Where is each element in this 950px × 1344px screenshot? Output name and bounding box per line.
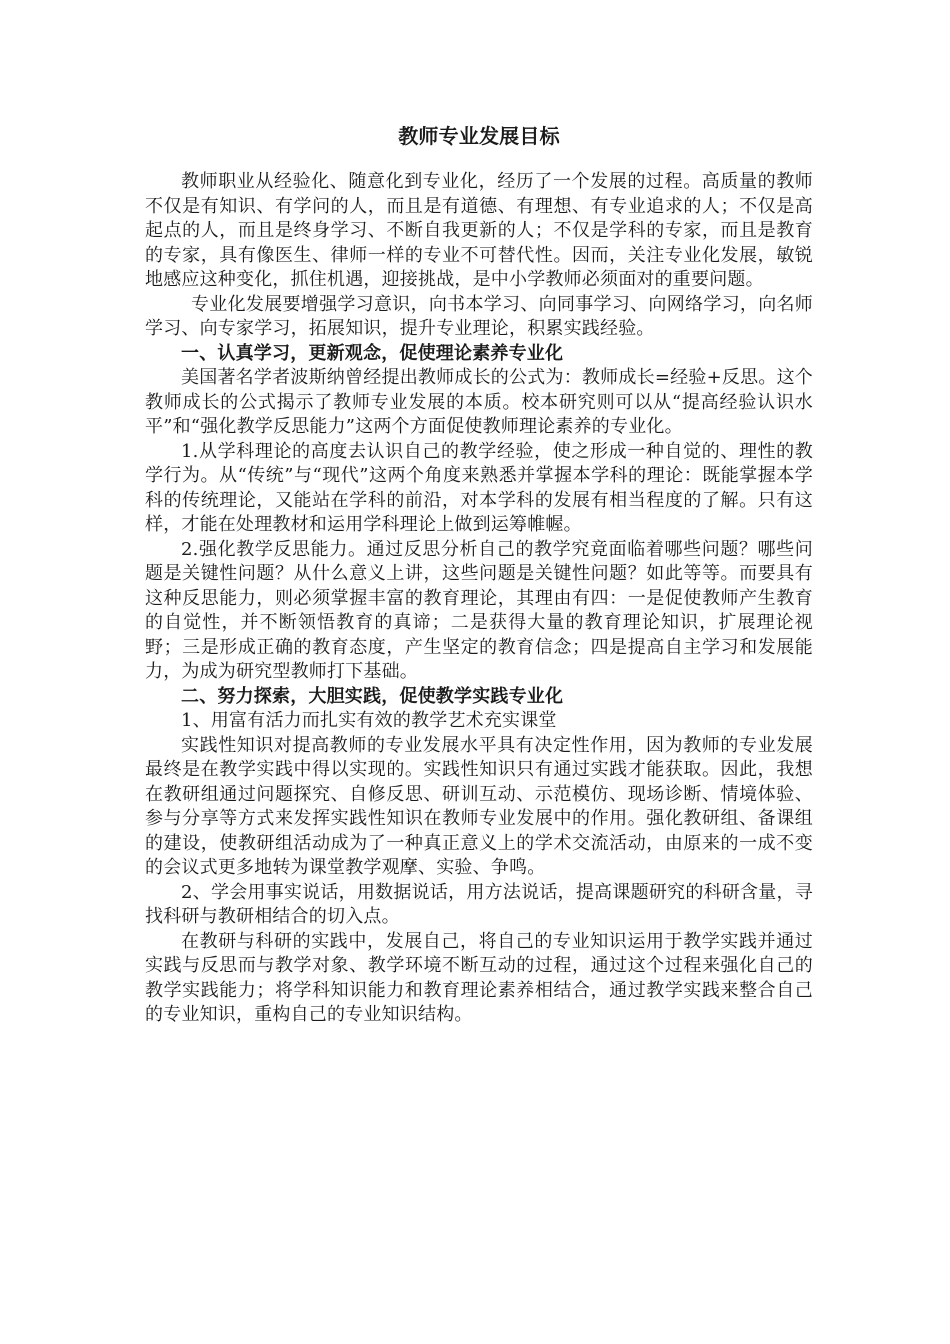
document-title: 教师专业发展目标 <box>398 124 560 148</box>
subheading-1: 1、用富有活力而扎实有效的教学艺术充实课堂 <box>181 710 557 731</box>
section-heading-2: 二、努力探索，大胆实践，促使教学实践专业化 <box>181 685 564 707</box>
paragraph-point-1: 1.从学科理论的高度去认识自己的教学经验，使之形成一种自觉的、理性的教学行为。从“传统”与“现代”这两个角度来熟悉并掌握本学科的理论：既能掌握本学科的传统理论，又能站在学科的前沿，对本学科的发展有相当程度的了解。只有这样，才能在处理教材和运用学科理论上做到运筹帷幄。 <box>145 440 813 535</box>
paragraph-point-2: 2.强化教学反思能力。通过反思分析自己的教学究竟面临着哪些问题？哪些问题是关键性问题？从什么意义上讲，这些问题是关键性问题？如此等等。而要具有这种反思能力，则必须掌握丰富的教育理论，其理由有四：一是促使教师产生教育的自觉性，并不断领悟教育的真谛；二是获得大量的教育理论知识，扩展理论视野；三是形成正确的教育态度，产生坚定的教育信念；四是提高自主学习和发展能力，为成为研究型教师打下基础。 <box>145 538 813 682</box>
paragraph-learning: 专业化发展要增强学习意识，向书本学习、向同事学习、向网络学习，向名师学习、向专家学习，拓展知识，提升专业理论，积累实践经验。 <box>145 293 813 339</box>
paragraph-intro: 教师职业从经验化、随意化到专业化，经历了一个发展的过程。高质量的教师不仅是有知识、有学问的人，而且是有道德、有理想、有专业追求的人；不仅是高起点的人，而且是终身学习、不断自我更新的人；不仅是学科的专家，而且是教育的专家，具有像医生、律师一样的专业不可替代性。因而，关注专业化发展，敏锐地感应这种变化，抓住机遇，迎接挑战，是中小学教师必须面对的重要问题。 <box>145 171 813 290</box>
paragraph-posner: 美国著名学者波斯纳曾经提出教师成长的公式为：教师成长=经验+反思。这个教师成长的公式揭示了教师专业发展的本质。校本研究则可以从“提高经验认识水平”和“强化教学反思能力”这两个方面促使教师理论素养的专业化。 <box>145 367 813 437</box>
paragraph-research: 在教研与科研的实践中，发展自己，将自己的专业知识运用于教学实践并通过实践与反思而与教学对象、教学环境不断互动的过程，通过这个过程来强化自己的教学实践能力；将学科知识能力和教育理论素养相结合，通过教学实践来整合自己的专业知识，重构自己的专业知识结构。 <box>145 930 813 1025</box>
paragraph-practice: 实践性知识对提高教师的专业发展水平具有决定性作用，因为教师的专业发展最终是在教学实践中得以实现的。实践性知识只有通过实践才能获取。因此，我想在教研组通过问题探究、自修反思、研训互动、示范模仿、现场诊断、情境体验、参与分享等方式来发挥实践性知识在教师专业发展中的作用。强化教研组、备课组的建设，使教研组活动成为了一种真正意义上的学术交流活动，由原来的一成不变的会议式更多地转为课堂教学观摩、实验、争鸣。 <box>145 734 813 878</box>
subheading-2: 2、学会用事实说话，用数据说话，用方法说话，提高课题研究的科研含量，寻找科研与教研相结合的切入点。 <box>145 881 813 927</box>
document-page <box>145 122 813 1028</box>
section-heading-1: 一、认真学习，更新观念，促使理论素养专业化 <box>181 342 564 364</box>
